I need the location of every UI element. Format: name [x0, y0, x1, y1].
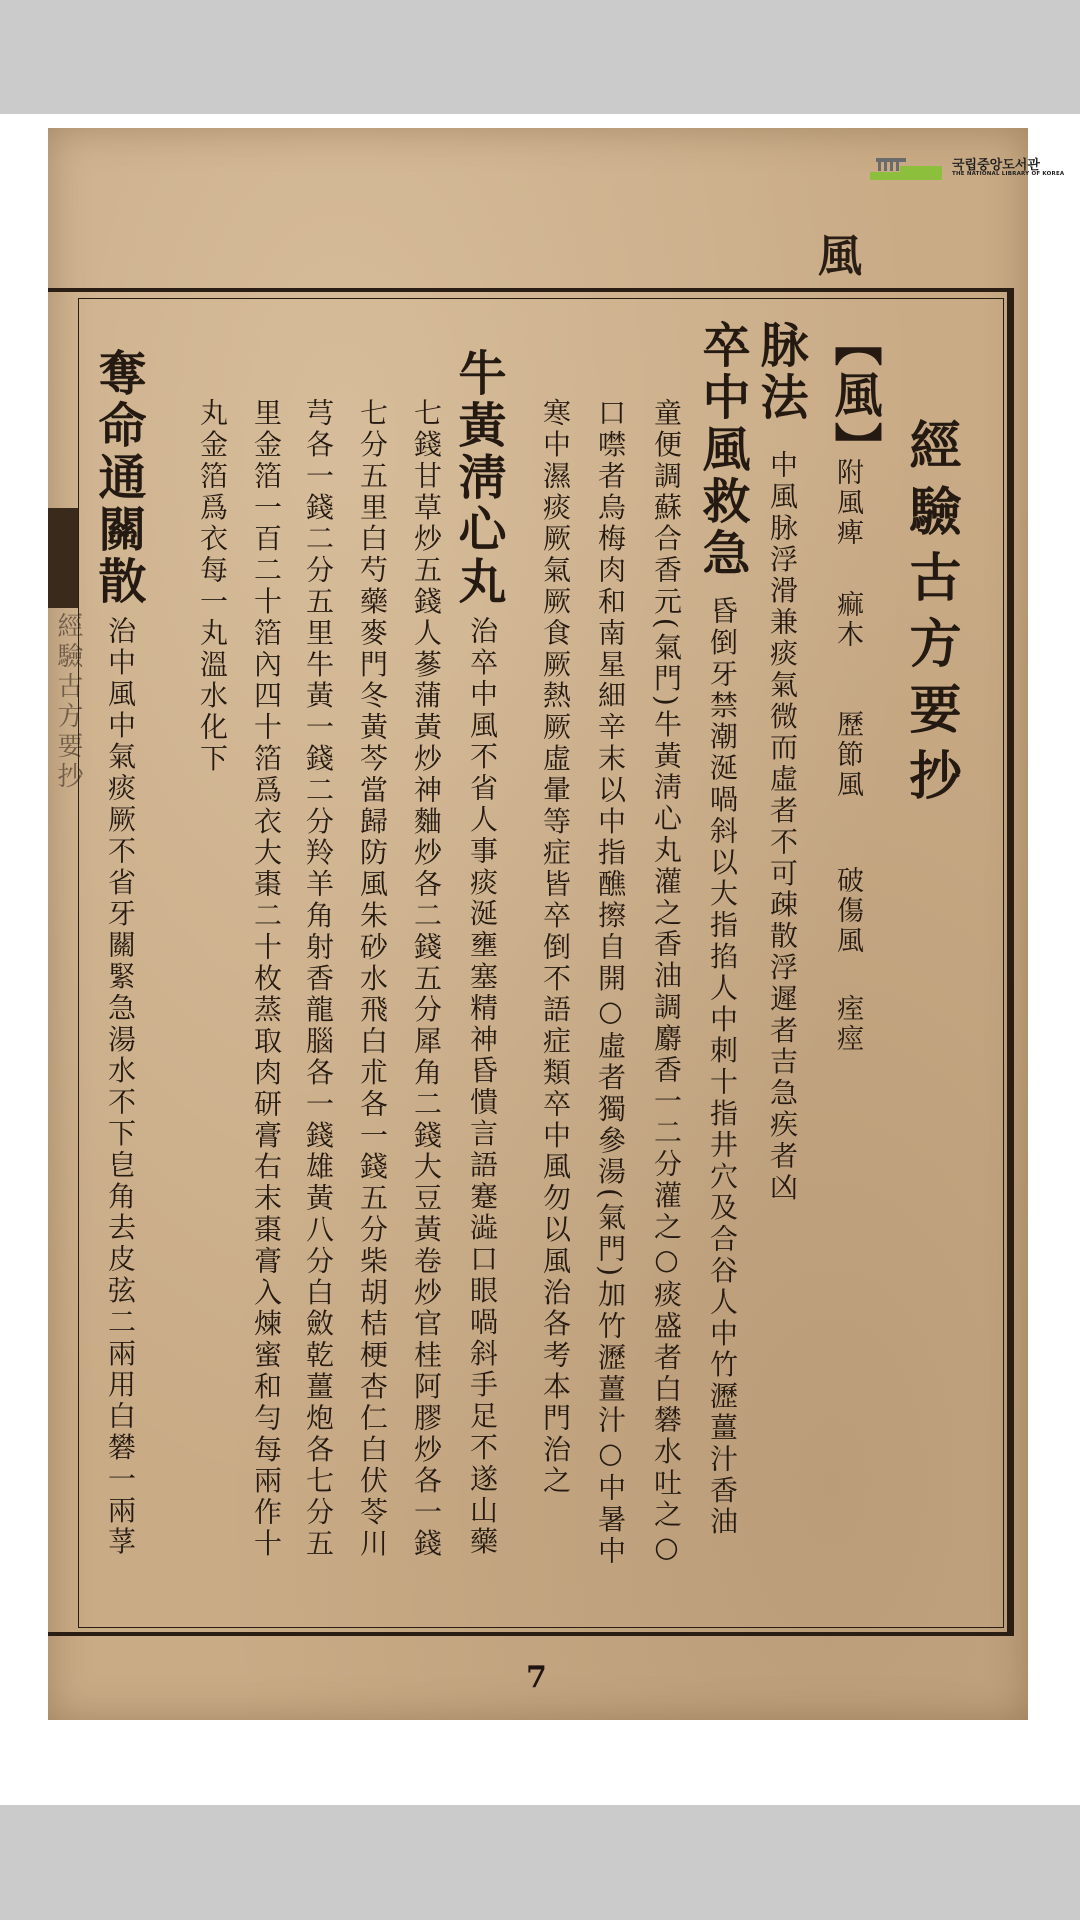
book-title: 經驗古方要抄	[900, 418, 961, 814]
text-emergency-col-2: 童便調蘇合香元(氣門)牛黃淸心丸灌之香油調麝香一二分灌之○痰盛者白礬水吐之○	[650, 398, 683, 1568]
library-logo	[870, 154, 1065, 182]
logo-english-name: THE NATIONAL LIBRARY OF KOREA	[952, 171, 1065, 177]
text-duoming: 治中風中氣痰厥不省牙關緊急湯水不下皀角去皮弦二兩用白礬一兩莩	[104, 616, 137, 1558]
text-emergency-col-4: 寒中濕痰厥氣厥食厥熱厥虛暈等症皆卒倒不語症類卒中風勿以風治各考本門治之	[539, 398, 572, 1497]
margin-text: 經驗古方要抄	[53, 612, 83, 792]
text-emergency-col-3: 口噤者烏梅肉和南星細辛末以中指醮擦自開○虛者獨參湯(氣門)加竹瀝薑汁○中暑中	[594, 398, 627, 1568]
text-niuhuang-col-5: 里金箔一百二十箔內四十箔爲衣大棗二十枚蒸取肉研膏右末棗膏入煉蜜和勻每兩作十	[250, 398, 283, 1560]
heading-pulse: 脉法	[752, 320, 808, 424]
heading-emergency: 卒中風救急	[694, 320, 750, 580]
subtopic-4: 破傷風	[832, 866, 863, 956]
margin-block	[48, 508, 78, 608]
text-emergency-col-1: 昏倒牙禁潮涎喎斜以大指掐人中刺十指井穴及合谷人中竹瀝薑汁香油	[706, 596, 739, 1538]
heading-niuhuang: 牛黃淸心丸	[450, 348, 506, 608]
viewer-top-bar	[0, 0, 1080, 114]
logo-korean-name: 국립중앙도서관	[952, 158, 1040, 173]
text-niuhuang-col-3: 七分五里白芍藥麥門冬黃芩當歸防風朱砂水飛白朮各一錢五分柴胡桔梗杏仁白伏苓川	[356, 398, 389, 1560]
heading-duoming: 奪命通關散	[90, 348, 146, 608]
text-niuhuang-col-6: 丸金箔爲衣每一丸溫水化下	[196, 398, 229, 775]
running-head: 風	[818, 231, 862, 282]
text-pulse: 中風脉浮滑兼痰氣微而虛者不可疎散浮遲者吉急疾者凶	[766, 450, 799, 1204]
text-niuhuang-col-2: 七錢甘草炒五錢人蔘蒲黃炒神麯炒各二錢五分犀角二錢大豆黃卷炒官桂阿膠炒各一錢	[410, 398, 443, 1560]
viewer-bottom-bar	[0, 1805, 1080, 1920]
section-tag: 【風】	[826, 318, 882, 474]
library-logo-icon	[870, 158, 942, 180]
subtopic-3: 歷節風	[832, 710, 863, 800]
subtopic-5: 痓痙	[832, 994, 863, 1054]
text-niuhuang-col-1: 治卒中風不省人事痰涎壅塞精神昏憒言語蹇澁口眼喎斜手足不遂山藥	[466, 616, 499, 1558]
scanned-page	[48, 128, 1065, 1720]
subtopic-1: 附風痺	[832, 458, 863, 548]
subtopic-2: 痲木	[832, 590, 863, 650]
text-niuhuang-col-4: 芎各一錢二分五里牛黃一錢二分羚羊角射香龍腦各一錢雄黃八分白斂乾薑炮各七分五	[302, 398, 335, 1560]
page-number: 7	[526, 1660, 547, 1695]
